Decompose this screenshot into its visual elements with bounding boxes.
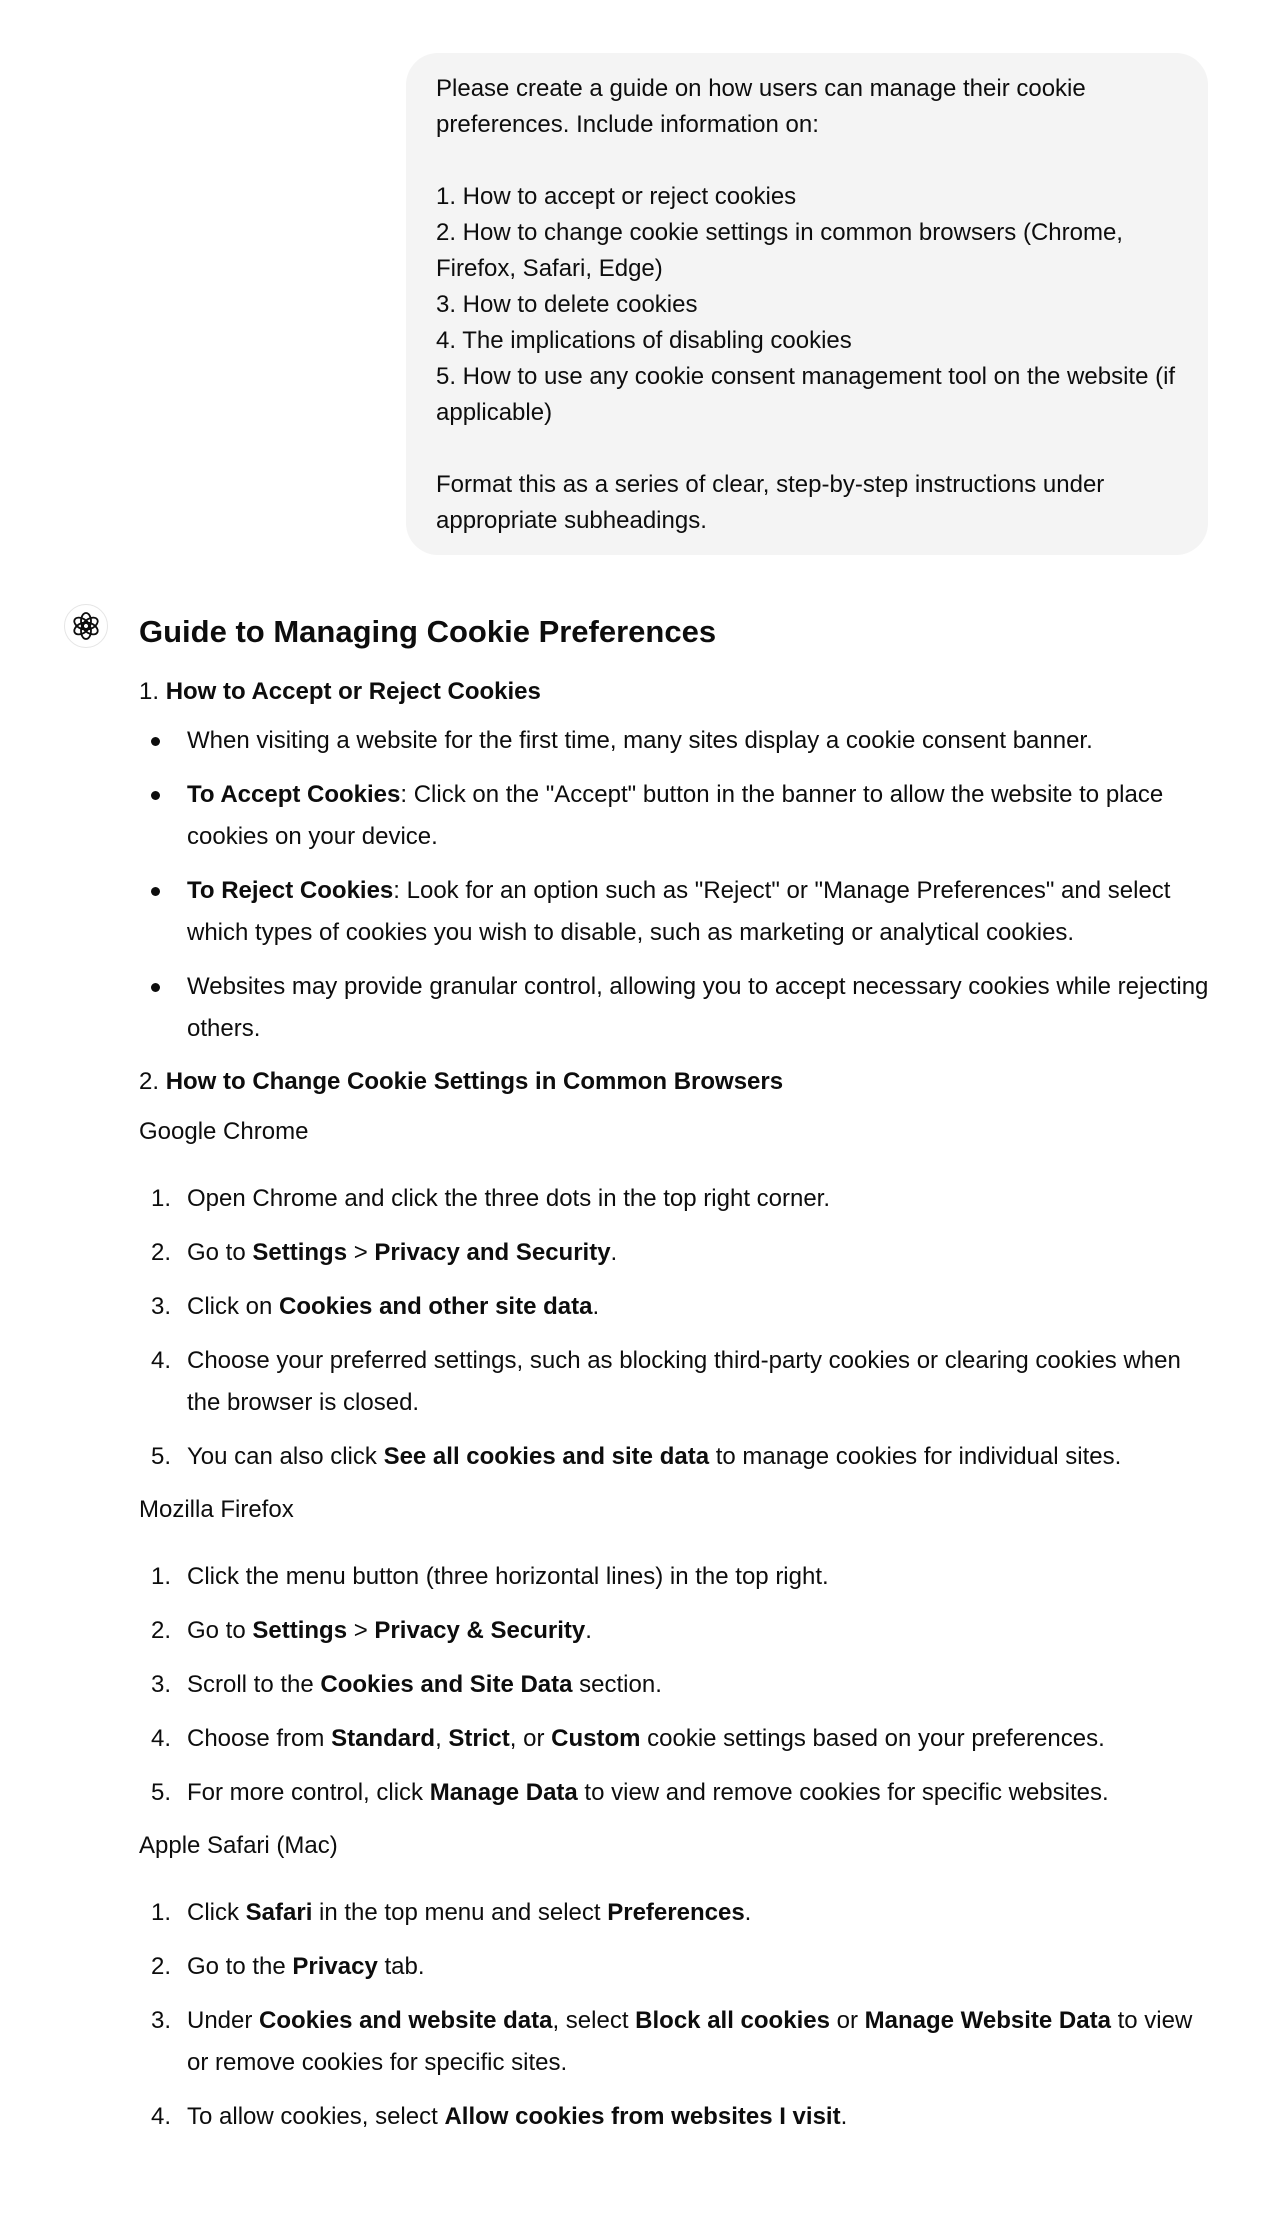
step-number: 5. [151,1779,172,1806]
step-text: to manage cookies for individual sites. [709,1443,1122,1470]
step-number: 1. [151,1563,172,1590]
user-message-line: Firefox, Safari, Edge) [436,255,663,282]
step-number: 1. [151,1185,172,1212]
step-text: Under [187,2007,260,2034]
user-message-line: applicable) [436,399,553,426]
user-message-line: Format this as a series of clear, step-by-step instructions under [436,471,1105,498]
step-text: cookie settings based on your preferences. [640,1725,1105,1752]
step-number: 1. [151,1899,172,1926]
assistant-response [139,608,1219,2150]
steps-firefox [139,1556,1219,1814]
user-message-line [436,431,1178,467]
step-number: 2. [151,1953,172,1980]
step-item [139,1718,1219,1760]
step-text: . [840,2103,848,2130]
step-item [139,2000,1219,2084]
browser-heading-chrome: Google Chrome [139,1118,309,1145]
step-number: 2. [151,1617,172,1644]
step-text: You can also click [187,1443,384,1470]
step-bold: Settings [252,1617,348,1644]
step-bold: Privacy and Security [374,1239,611,1266]
step-text: Choose from [187,1725,332,1752]
item-text: : Look for an option such as "Reject" or "Manage Preferences" and select which types of cookies you wish to disable, such as marketing or analytical cookies. [187,877,1171,946]
step-bold: Manage Data [429,1779,578,1806]
step-text: in the top menu and select [312,1899,608,1926]
user-message-line: 3. How to delete cookies [436,291,698,318]
step-bold: Custom [551,1725,641,1752]
step-item [139,1436,1219,1478]
user-message-line: preferences. Include information on: [436,111,819,138]
step-bold: Standard [331,1725,436,1752]
step-bold: Safari [245,1899,313,1926]
step-text: Choose your preferred settings, such as blocking third-party cookies or clearing cookies when the browser is closed. [187,1347,1181,1416]
step-bold: See all cookies and site data [383,1443,710,1470]
user-message-bubble [406,53,1208,555]
step-item [139,1946,1219,1988]
step-text: section. [572,1671,662,1698]
step-bold: Strict [448,1725,510,1752]
step-text: > [347,1239,375,1266]
step-text: to view and remove cookies for specific websites. [577,1779,1109,1806]
step-text: Go to [187,1239,253,1266]
step-text: Click on [187,1293,280,1320]
bullet-list [139,720,1219,1050]
item-bold: To Reject Cookies [187,877,394,904]
step-item [139,1178,1219,1220]
user-message-line: Please create a guide on how users can manage their cookie [436,75,1086,102]
list-item [139,966,1219,1050]
step-text: tab. [377,1953,425,1980]
steps-chrome [139,1178,1219,1478]
list-item [139,720,1219,762]
step-text: . [744,1899,752,1926]
section-title: How to Accept or Reject Cookies [165,678,541,705]
step-number: 4. [151,1725,172,1752]
step-bold: Cookies and Site Data [320,1671,573,1698]
step-item [139,2096,1219,2138]
step-item [139,1610,1219,1652]
step-text: , select [552,2007,636,2034]
step-number: 2. [151,1239,172,1266]
step-bold: Privacy [292,1953,378,1980]
user-message-line: 4. The implications of disabling cookies [436,327,852,354]
step-item [139,1232,1219,1274]
section-number: 1. [139,678,160,705]
step-text: Click the menu button (three horizontal lines) in the top right. [187,1563,829,1590]
section-heading [139,1064,1219,1100]
step-bold: Privacy & Security [374,1617,586,1644]
step-bold: Allow cookies from websites I visit [444,2103,841,2130]
item-text: When visiting a website for the first time, many sites display a cookie consent banner. [187,727,1093,754]
step-text: . [592,1293,600,1320]
steps-safari [139,1892,1219,2138]
step-bold: Preferences [607,1899,745,1926]
step-text: , [435,1725,449,1752]
step-text: > [347,1617,375,1644]
step-item [139,1772,1219,1814]
step-bold: Cookies and other site data [279,1293,593,1320]
step-text: . [610,1239,618,1266]
list-item [139,774,1219,858]
step-text: to view or remove cookies for specific sites. [187,2007,1193,2076]
step-text: To allow cookies, select [187,2103,445,2130]
section-number: 2. [139,1068,160,1095]
step-text: Scroll to the [187,1671,321,1698]
step-text: , or [509,1725,552,1752]
item-bold: To Accept Cookies [187,781,401,808]
step-item [139,1556,1219,1598]
item-text: Websites may provide granular control, allowing you to accept necessary cookies while rejecting others. [187,973,1209,1042]
user-message-line: 2. How to change cookie settings in common browsers (Chrome, [436,219,1123,246]
step-number: 3. [151,2007,172,2034]
step-text: Go to [187,1617,253,1644]
step-item [139,1892,1219,1934]
step-number: 5. [151,1443,172,1470]
browser-heading-firefox: Mozilla Firefox [139,1496,294,1523]
step-bold: Manage Website Data [864,2007,1111,2034]
step-number: 3. [151,1671,172,1698]
step-item [139,1664,1219,1706]
section-heading [139,674,1219,710]
user-message-line: 5. How to use any cookie consent management tool on the website (if [436,363,1176,390]
user-message-line: appropriate subheadings. [436,507,707,534]
section-title: How to Change Cookie Settings in Common Browsers [165,1068,784,1095]
user-message-line [436,143,1178,179]
step-bold: Block all cookies [635,2007,830,2034]
step-item [139,1286,1219,1328]
openai-logo-icon [64,604,108,648]
step-text: Click [187,1899,246,1926]
step-text: Go to the [187,1953,293,1980]
step-text: For more control, click [187,1779,430,1806]
user-message-line: 1. How to accept or reject cookies [436,183,797,210]
step-number: 4. [151,2103,172,2130]
step-bold: Settings [252,1239,348,1266]
step-item [139,1340,1219,1424]
list-item [139,870,1219,954]
step-text: . [585,1617,592,1644]
response-title: Guide to Managing Cookie Preferences [139,614,717,649]
item-text: : Click on the "Accept" button in the banner to allow the website to place cookies on your device. [187,781,1164,850]
step-number: 4. [151,1347,172,1374]
step-text: or [829,2007,865,2034]
step-text: Open Chrome and click the three dots in the top right corner. [187,1185,831,1212]
step-number: 3. [151,1293,172,1320]
step-bold: Cookies and website data [259,2007,553,2034]
browser-heading-safari: Apple Safari (Mac) [139,1832,338,1859]
